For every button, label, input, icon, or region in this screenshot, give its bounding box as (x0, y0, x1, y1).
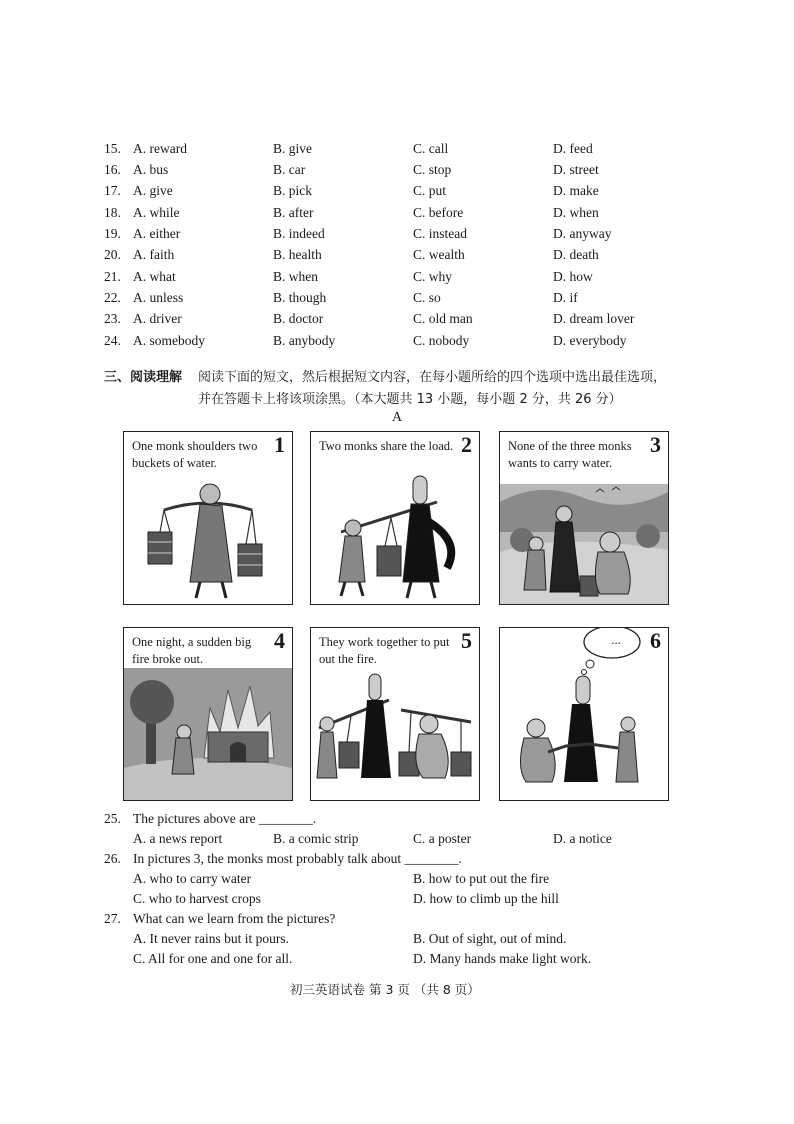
comic-panel-6 (499, 627, 669, 801)
question-number: 26. (104, 851, 121, 866)
option-d: D. feed (553, 141, 593, 156)
panel-caption: One night, a sudden big fire broke out. (132, 635, 252, 666)
option-d: D. anyway (553, 226, 612, 241)
option-d: D. how to climb up the hill (413, 891, 559, 906)
option-b: B. car (273, 162, 306, 177)
option-c: C. wealth (413, 247, 465, 262)
question-number: 17. (104, 183, 121, 198)
panel-number: 4 (274, 628, 285, 653)
question-row (104, 203, 704, 223)
option-b: B. a comic strip (273, 831, 359, 846)
question-row (104, 224, 704, 244)
option-b: B. give (273, 141, 312, 156)
question-row (104, 160, 704, 180)
comic-panel-1 (123, 431, 293, 605)
option-a: A. It never rains but it pours. (133, 931, 289, 946)
option-d: D. how (553, 269, 593, 284)
question-number: 21. (104, 269, 121, 284)
panel-caption: None of the three monks wants to carry water. (508, 439, 632, 470)
instruction-line-1: 阅读下面的短文，然后根据短文内容，在每小题所给的四个选项中选出最佳选项， (198, 370, 667, 385)
question-number: 20. (104, 247, 121, 262)
panel-number: 1 (274, 432, 285, 457)
question-row (104, 288, 704, 308)
option-c: C. before (413, 205, 464, 220)
option-a: A. while (133, 205, 180, 220)
option-d: D. dream lover (553, 311, 635, 326)
option-c: C. who to harvest crops (133, 891, 261, 906)
question-row (104, 245, 704, 265)
option-a: A. bus (133, 162, 169, 177)
question-row (104, 331, 704, 351)
question-number: 25. (104, 811, 121, 826)
option-d: D. Many hands make light work. (413, 951, 592, 966)
thought-bubble-text: ... (611, 633, 621, 647)
option-d: D. street (553, 162, 599, 177)
option-c: C. why (413, 269, 453, 284)
section-title: 三、阅读理解 (104, 370, 183, 385)
option-b: B. Out of sight, out of mind. (413, 931, 567, 946)
option-a: A. faith (133, 247, 175, 262)
question-stem: In pictures 3, the monks most probably talk about ________. (133, 851, 462, 866)
option-d: D. death (553, 247, 599, 262)
page-footer: 初三英语试卷 第 3 页 （共 8 页） (290, 982, 480, 997)
option-c: C. put (413, 183, 447, 198)
option-row (104, 869, 704, 889)
question-number: 19. (104, 226, 121, 241)
question-number: 18. (104, 205, 121, 220)
option-c: C. a poster (413, 831, 472, 846)
option-b: B. indeed (273, 226, 325, 241)
question-row (104, 139, 704, 159)
option-a: A. either (133, 226, 181, 241)
option-a: A. unless (133, 290, 184, 305)
question-stem-row (104, 809, 704, 829)
section-instruction (198, 367, 698, 411)
panel-number: 6 (650, 628, 661, 653)
panel-number: 5 (461, 628, 472, 653)
question-number: 22. (104, 290, 121, 305)
question-row (104, 267, 704, 287)
option-c: C. nobody (413, 333, 470, 348)
option-c: C. All for one and one for all. (133, 951, 293, 966)
option-a: A. somebody (133, 333, 205, 348)
panel-caption: They work together to put out the fire. (319, 635, 450, 666)
option-b: B. when (273, 269, 318, 284)
option-c: C. old man (413, 311, 473, 326)
option-row (104, 889, 704, 909)
question-number: 27. (104, 911, 121, 926)
option-a: A. driver (133, 311, 182, 326)
option-b: B. doctor (273, 311, 324, 326)
option-row (104, 929, 704, 949)
option-a: A. what (133, 269, 176, 284)
question-stem: What can we learn from the pictures? (133, 911, 336, 926)
option-c: C. instead (413, 226, 467, 241)
panel-number: 3 (650, 432, 661, 457)
question-stem-row (104, 909, 704, 929)
question-stem: The pictures above are ________. (133, 811, 317, 826)
option-d: D. when (553, 205, 599, 220)
passage-label: A (392, 410, 403, 425)
option-a: A. give (133, 183, 173, 198)
option-b: B. health (273, 247, 322, 262)
question-number: 15. (104, 141, 121, 156)
option-b: B. after (273, 205, 314, 220)
panel-caption: Two monks share the load. (319, 439, 454, 453)
question-number: 16. (104, 162, 121, 177)
option-d: D. everybody (553, 333, 627, 348)
option-b: B. though (273, 290, 327, 305)
option-d: D. a notice (553, 831, 612, 846)
comic-panel-3 (499, 431, 669, 605)
monks-shaking-hands-illustration (500, 628, 668, 800)
question-number: 24. (104, 333, 121, 348)
option-b: B. pick (273, 183, 312, 198)
panel-caption: One monk shoulders two buckets of water. (132, 439, 258, 470)
panel-number: 2 (461, 432, 472, 457)
two-monks-sharing-load-illustration (311, 432, 479, 604)
option-b: B. anybody (273, 333, 336, 348)
comic-panel-4 (123, 627, 293, 801)
option-c: C. so (413, 290, 441, 305)
instruction-line-2: 并在答题卡上将该项涂黑。（本大题共 13 小题，每小题 2 分，共 26 分） (198, 392, 622, 407)
option-row (104, 949, 704, 969)
option-a: A. a news report (133, 831, 223, 846)
comic-panel-5 (310, 627, 480, 801)
question-number: 23. (104, 311, 121, 326)
option-c: C. call (413, 141, 449, 156)
option-row (104, 829, 704, 849)
option-d: D. make (553, 183, 599, 198)
option-d: D. if (553, 290, 578, 305)
question-row (104, 309, 704, 329)
comic-panel-2 (310, 431, 480, 605)
option-a: A. reward (133, 141, 187, 156)
option-b: B. how to put out the fire (413, 871, 550, 886)
option-a: A. who to carry water (133, 871, 252, 886)
option-c: C. stop (413, 162, 452, 177)
question-row (104, 181, 704, 201)
question-stem-row (104, 849, 704, 869)
